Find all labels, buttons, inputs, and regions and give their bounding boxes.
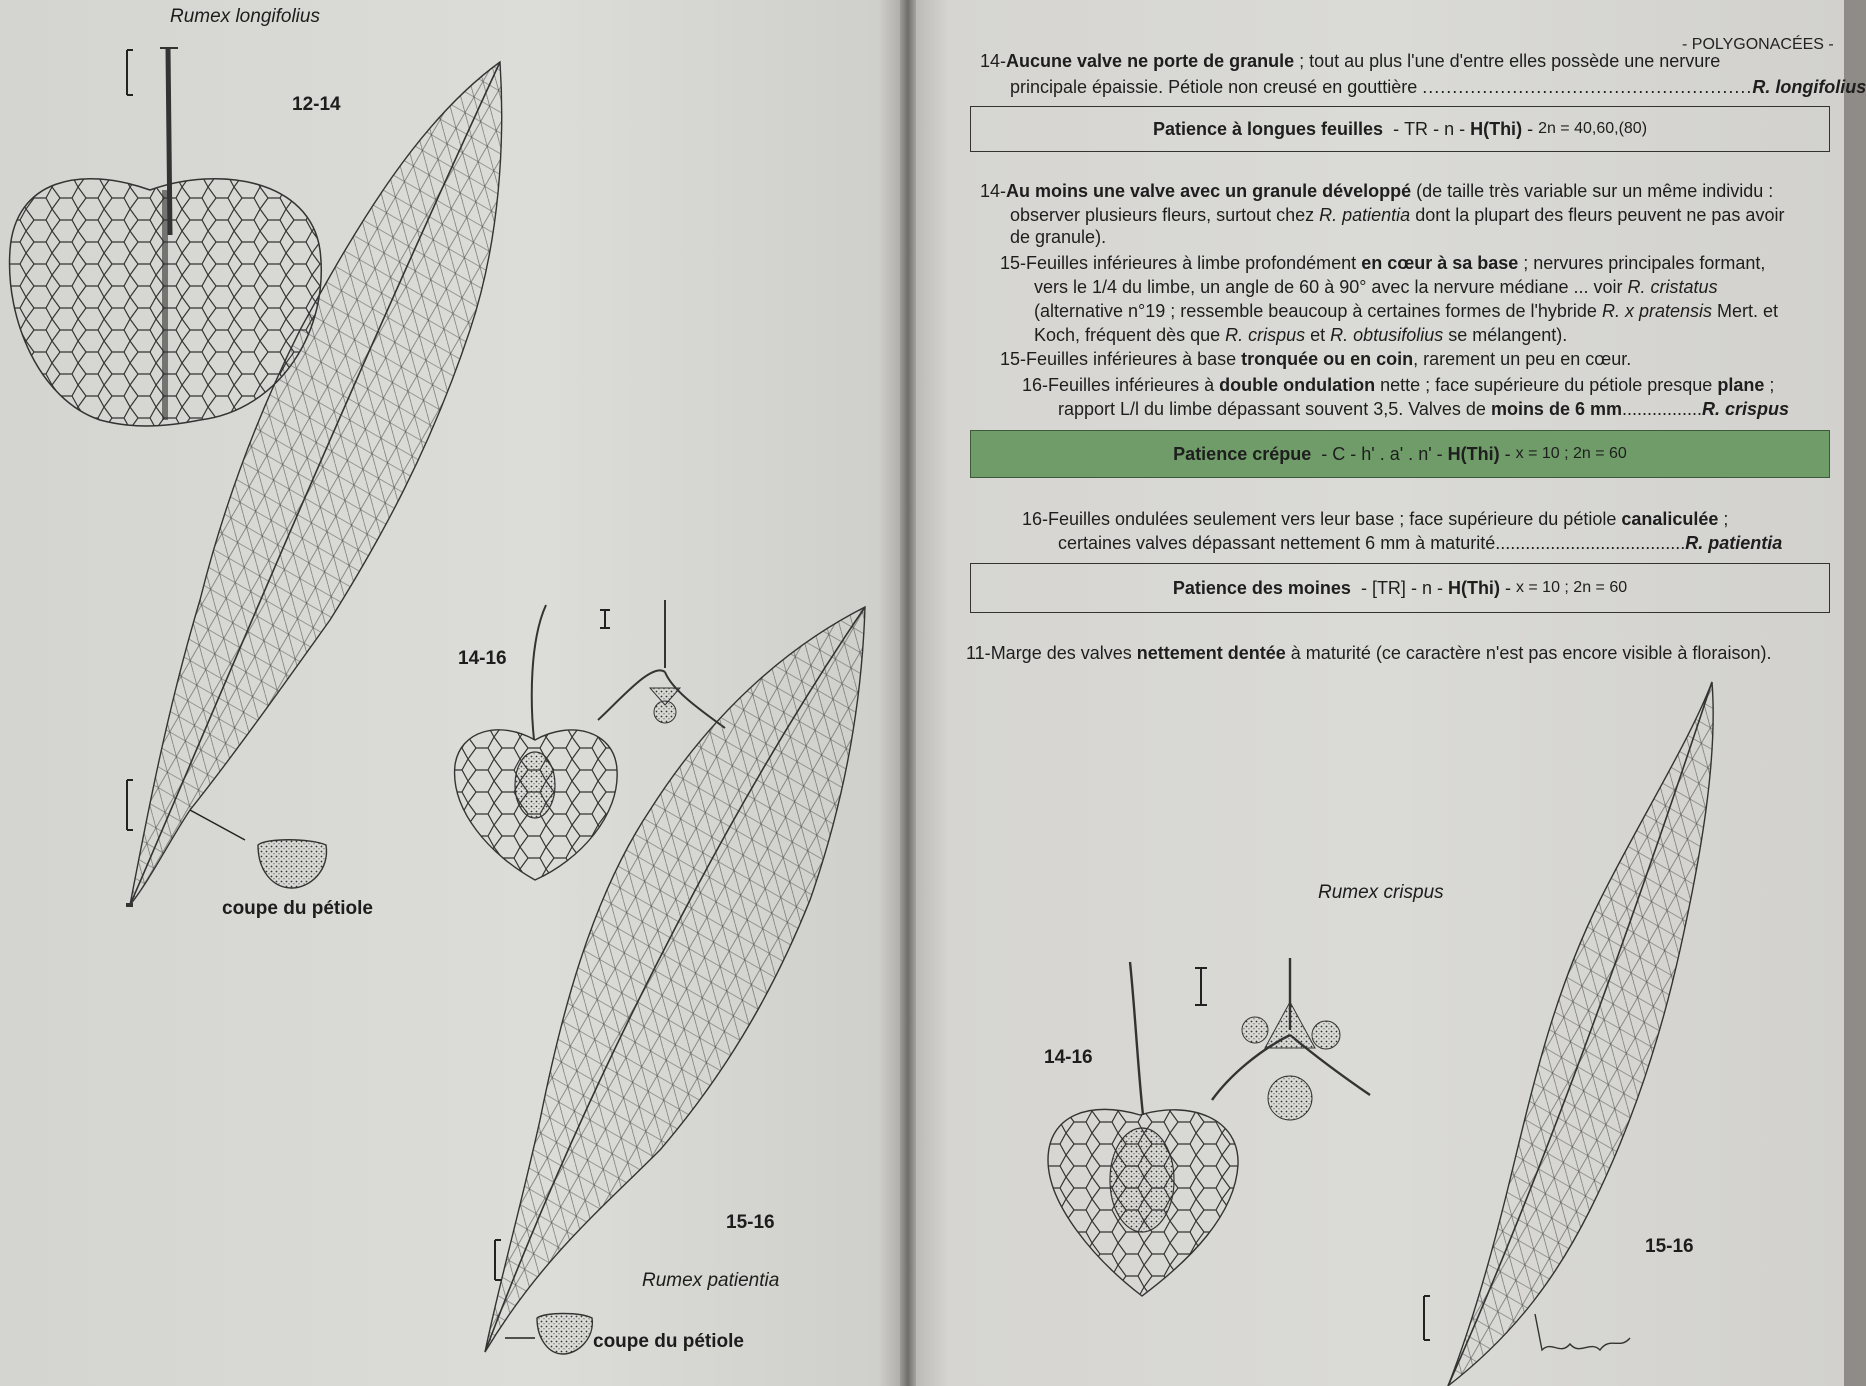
key-bold: moins de 6 mm [1490, 399, 1622, 419]
key-taxon: R. patientia [1319, 205, 1411, 225]
key-text: rapport L/l du limbe dépassant souvent 3,5. Valves de [1058, 399, 1491, 419]
key-bold: nettement dentée [1136, 643, 1286, 663]
petiole-caption-2: coupe du pétiole [593, 1331, 744, 1352]
key-text: certaines valves dépassant nettement 6 mm à maturité [1058, 533, 1496, 553]
status: h' [1361, 443, 1375, 464]
key-dots: ................ [1621, 399, 1702, 419]
patientia-leaf-drawing [485, 607, 865, 1354]
life-form: H(Thi) [1447, 443, 1500, 464]
key-text: se mélangent). [1443, 325, 1568, 345]
key-number: 11- [966, 643, 991, 663]
status: n' [1418, 443, 1432, 464]
key-text: ; [1764, 375, 1775, 395]
key-text: Feuilles inférieures à [1048, 375, 1220, 395]
key-bold: plane [1717, 375, 1765, 395]
key-text: principale épaissie. Pétiole non creusé en gouttière [1010, 77, 1423, 97]
chromosome-count: x = 10 ; 2n = 60 [1515, 445, 1627, 462]
longifolius-valve-drawing [10, 48, 322, 426]
species-box-crispus: Patience crépue - C - h' . a' . n' - H(Thi) - x = 10 ; 2n = 60 [970, 430, 1830, 478]
status: [TR] [1371, 577, 1406, 598]
figure-label-15-16-right: 15-16 [1645, 1236, 1694, 1257]
crispus-valve-drawing [1048, 958, 1370, 1296]
key-taxon: R. cristatus [1627, 277, 1718, 297]
key-text: Feuilles inférieures à limbe profondément [1026, 253, 1362, 273]
common-name: Patience des moines [1172, 577, 1351, 598]
key-text: Mert. et [1712, 301, 1779, 321]
key-number: 14- [980, 51, 1007, 71]
key-taxon: R. crispus [1225, 325, 1306, 345]
figure-label-14-16-left: 14-16 [458, 648, 507, 669]
common-name: Patience à longues feuilles [1152, 118, 1384, 139]
status: n [1444, 118, 1455, 139]
key-text: et [1305, 325, 1331, 345]
key-bold: double ondulation [1219, 375, 1376, 395]
key-text: observer plusieurs fleurs, surtout chez [1010, 205, 1320, 225]
key-text: Marge des valves [990, 643, 1137, 663]
key-text: ; [1718, 509, 1729, 529]
common-name: Patience crépue [1173, 443, 1312, 464]
key-text: ; tout au plus l'une d'entre elles possède une nervure [1294, 51, 1721, 71]
key-taxon: R. obtusifolius [1330, 325, 1444, 345]
key-taxon: R. longifolius [1752, 77, 1866, 97]
key-text: Koch, fréquent dès que [1034, 325, 1226, 345]
key-text: vers le 1/4 du limbe, un angle de 60 à 90° avec la nervure médiane ... voir [1034, 277, 1628, 297]
status: TR [1404, 118, 1429, 139]
key-number: 15- [1000, 349, 1027, 369]
key-bold: Aucune valve ne porte de granule [1006, 51, 1295, 71]
key-bold: Au moins une valve avec un granule développé [1006, 181, 1412, 201]
key-number: 16- [1022, 509, 1049, 529]
key-bold: canaliculée [1621, 509, 1719, 529]
figure-label-15-16-left: 15-16 [726, 1212, 775, 1233]
key-text: (de taille très variable sur un même individu : [1411, 181, 1774, 201]
status: a' [1389, 443, 1404, 464]
section-header: - POLYGONACÉES - [1682, 36, 1834, 53]
life-form: H(Thi) [1447, 577, 1500, 598]
species-label-longifolius: Rumex longifolius [170, 6, 320, 27]
crispus-leaf-drawing [1424, 682, 1713, 1386]
figure-label-14-16-right: 14-16 [1044, 1047, 1093, 1068]
key-taxon: R. crispus [1702, 399, 1790, 419]
key-text: Feuilles inférieures à base [1026, 349, 1242, 369]
key-taxon: R. patientia [1685, 533, 1783, 553]
key-bold: en cœur à sa base [1361, 253, 1519, 273]
key-bold: tronquée ou en coin [1241, 349, 1414, 369]
key-text: ; nervures principales formant, [1518, 253, 1766, 273]
key-text: (alternative n°19 ; ressemble beaucoup à certaines formes de l'hybride [1034, 301, 1602, 321]
key-taxon: R. x pratensis [1601, 301, 1712, 321]
species-box-longifolius: Patience à longues feuilles - TR - n - H(Thi) - 2n = 40,60,(80) [970, 106, 1830, 152]
key-text: de granule). [1010, 227, 1107, 247]
key-number: 14- [980, 181, 1007, 201]
key-number: 15- [1000, 253, 1027, 273]
key-text: , rarement un peu en cœur. [1413, 349, 1632, 369]
key-text: à maturité (ce caractère n'est pas encore visible à floraison). [1285, 643, 1772, 663]
status: C [1332, 443, 1346, 464]
key-dots: ....................................................... [1422, 77, 1753, 97]
key-text: dont la plupart des fleurs peuvent ne pas avoir [1410, 205, 1785, 225]
species-label-patientia: Rumex patientia [642, 1270, 780, 1291]
key-dots: ...................................... [1495, 533, 1686, 553]
species-label-crispus: Rumex crispus [1318, 882, 1444, 903]
petiole-caption-1: coupe du pétiole [222, 898, 373, 919]
chromosome-count: 2n = 40,60,(80) [1538, 120, 1648, 137]
figure-label-12-14: 12-14 [292, 94, 341, 115]
status: n [1421, 577, 1432, 598]
species-box-patientia: Patience des moines - [TR] - n - H(Thi) - x = 10 ; 2n = 60 [970, 563, 1830, 613]
key-text: nette ; face supérieure du pétiole presque [1375, 375, 1718, 395]
key-number: 16- [1022, 375, 1049, 395]
chromosome-count: x = 10 ; 2n = 60 [1515, 579, 1628, 596]
life-form: H(Thi) [1470, 118, 1523, 139]
key-text: Feuilles ondulées seulement vers leur base ; face supérieure du pétiole [1048, 509, 1622, 529]
